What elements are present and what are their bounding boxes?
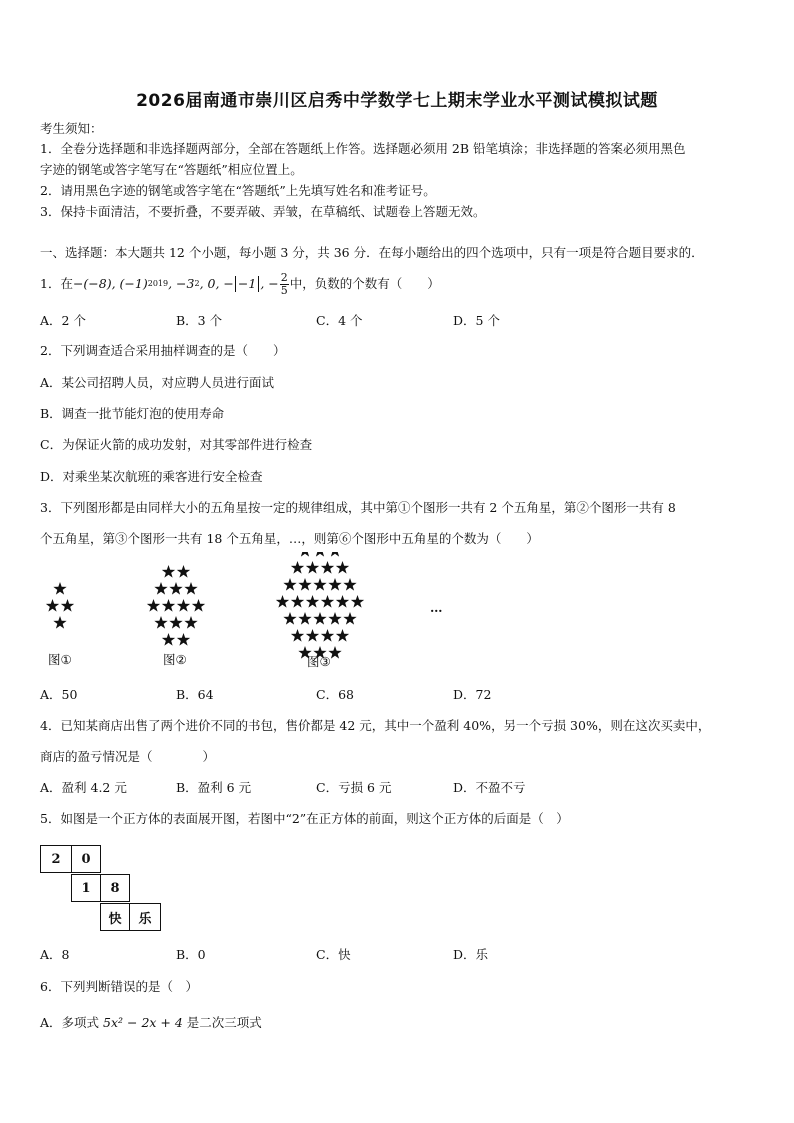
star-icon xyxy=(321,561,334,574)
cube-net-cell: 1 xyxy=(71,874,101,902)
section-heading: 一、选择题：本大题共 12 个小题，每小题 3 分，共 36 分．在每小题给出的四个选项中，只有一项是符合题目要求的． xyxy=(40,245,704,260)
q5-option-d: D．乐 xyxy=(453,947,489,962)
q6-option-a xyxy=(40,1015,262,1031)
cube-net-cell: 2 xyxy=(40,845,72,873)
q1-option-b: B．3 个 xyxy=(176,313,223,328)
q3-option-c: C．68 xyxy=(316,687,354,702)
star-icon xyxy=(328,578,341,591)
star-icon xyxy=(184,582,197,595)
star-icon xyxy=(336,629,349,642)
star-icon xyxy=(306,595,319,608)
notice-heading: 考生须知： xyxy=(40,121,103,136)
star-icon xyxy=(336,561,349,574)
star-pattern-figures xyxy=(30,552,470,672)
cube-net-diagram xyxy=(40,845,164,933)
q1-number: 1．在 xyxy=(40,276,73,291)
star-icon xyxy=(336,595,349,608)
q2-option-b: B．调查一批节能灯泡的使用寿命 xyxy=(40,406,225,421)
star-icon xyxy=(154,582,167,595)
star-icon xyxy=(162,565,175,578)
figure-ellipsis: … xyxy=(430,600,443,615)
question-2: 2．下列调查适合采用抽样调查的是（ ） xyxy=(40,343,286,358)
star-icon xyxy=(283,578,296,591)
notice-line-3: 2．请用黑色字迹的钢笔或答字笔在“答题纸”上先填写姓名和准考证号。 xyxy=(40,183,436,198)
star-icon xyxy=(276,595,289,608)
figure-1-label: 图① xyxy=(48,652,72,667)
star-icon xyxy=(53,616,66,629)
star-icon xyxy=(169,582,182,595)
q6-option-a-suffix: 是二次三项式 xyxy=(182,1015,262,1030)
notice-line-2: 字迹的钢笔或答字笔写在“答题纸”相应位置上。 xyxy=(40,162,303,177)
q4-option-a: A．盈利 4.2 元 xyxy=(40,780,127,795)
q2-option-d: D．对乘坐某次航班的乘客进行安全检查 xyxy=(40,469,263,484)
q2-option-a: A．某公司招聘人员，对应聘人员进行面试 xyxy=(40,375,275,390)
q1-option-c: C．4 个 xyxy=(316,313,363,328)
star-icon xyxy=(306,629,319,642)
star-icon xyxy=(61,599,74,612)
cube-net-cell: 快 xyxy=(100,903,130,931)
q4-option-c: C．亏损 6 元 xyxy=(316,780,392,795)
star-icon xyxy=(162,599,175,612)
question-3-line-2: 个五角星，第③个图形一共有 18 个五角星，…，则第⑥个图形中五角星的个数为（ ） xyxy=(40,531,539,546)
question-4-line-1: 4．已知某商店出售了两个进价不同的书包，售价都是 42 元，其中一个盈利 40%，另一个亏损 30%，则在这次买卖中， xyxy=(40,718,711,733)
question-1: 1．在 −(−8), (−1) 2019 , −3 2 , 0, − −1 , − $\frac{2}{5}$ 中，负数的个数有（ ） xyxy=(40,270,440,297)
q1-option-d: D．5 个 xyxy=(453,313,500,328)
q1-fraction xyxy=(280,272,289,297)
q5-option-a: A．8 xyxy=(40,947,70,962)
star-icon xyxy=(313,578,326,591)
figure-3-label: 图③ xyxy=(307,654,331,669)
figure-1-stars xyxy=(46,582,74,629)
cube-net-cell: 8 xyxy=(100,874,130,902)
notice-line-1: 1．全卷分选择题和非选择题两部分，全部在答题纸上作答。选择题必须用 2B 铅笔填涂；非选择题的答案必须用黑色 xyxy=(40,141,686,156)
star-icon xyxy=(343,578,356,591)
star-icon xyxy=(46,599,59,612)
star-icon xyxy=(321,629,334,642)
star-icon xyxy=(169,616,182,629)
star-icon xyxy=(192,599,205,612)
star-icon xyxy=(298,612,311,625)
q1-absolute-value: −1 xyxy=(235,276,259,292)
q1-fraction-denominator: 5 xyxy=(280,283,288,297)
question-5: 5．如图是一个正方体的表面展开图，若图中“2”在正方体的前面，则这个正方体的后面是（ ） xyxy=(40,811,569,826)
question-6: 6．下列判断错误的是（ ） xyxy=(40,979,198,994)
q1-option-a: A．2 个 xyxy=(40,313,86,328)
q1-fraction-numerator: 2 xyxy=(280,270,288,284)
star-icon xyxy=(351,595,364,608)
q1-expr-2: , −3 xyxy=(168,276,195,291)
cube-net-cell: 0 xyxy=(71,845,101,873)
star-icon xyxy=(291,629,304,642)
q4-option-b: B．盈利 6 元 xyxy=(176,780,252,795)
question-4-line-2: 商店的盈亏情况是（ ） xyxy=(40,749,216,764)
q3-option-a: A．50 xyxy=(40,687,78,702)
star-icon xyxy=(147,599,160,612)
star-icon xyxy=(328,552,341,557)
q6-option-a-prefix: A．多项式 xyxy=(40,1015,104,1030)
star-icon xyxy=(291,595,304,608)
star-icon xyxy=(177,599,190,612)
star-icon xyxy=(162,633,175,646)
star-icon xyxy=(313,552,326,557)
page-title: 2026届南通市崇川区启秀中学数学七上期末学业水平测试模拟试题 xyxy=(136,91,658,111)
q5-option-c: C．快 xyxy=(316,947,351,962)
star-icon xyxy=(283,612,296,625)
q3-option-d: D．72 xyxy=(453,687,492,702)
question-3-line-1: 3．下列图形都是由同样大小的五角星按一定的规律组成，其中第①个图形一共有 2 个五角星，第②个图形一共有 8 xyxy=(40,500,676,515)
notice-line-4: 3．保持卡面清洁，不要折叠，不要弄破、弄皱，在草稿纸、试题卷上答题无效。 xyxy=(40,204,486,219)
q4-option-d: D．不盈不亏 xyxy=(453,780,526,795)
star-icon xyxy=(177,633,190,646)
figure-3-stars xyxy=(276,552,364,659)
q2-option-c: C．为保证火箭的成功发射，对其零部件进行检查 xyxy=(40,437,313,452)
q1-tail: 中，负数的个数有（ ） xyxy=(289,276,440,291)
star-icon xyxy=(298,578,311,591)
q5-option-b: B．0 xyxy=(176,947,206,962)
figure-2-label: 图② xyxy=(163,652,187,667)
q3-option-b: B．64 xyxy=(176,687,214,702)
q1-expr-3: , 0, − xyxy=(199,276,234,291)
star-icon xyxy=(306,561,319,574)
figure-2-stars xyxy=(147,565,205,646)
star-icon xyxy=(343,612,356,625)
star-icon xyxy=(321,595,334,608)
star-icon xyxy=(177,565,190,578)
star-icon xyxy=(313,612,326,625)
q6-option-a-expression: 5x² − 2x + 4 xyxy=(103,1015,183,1030)
q1-expr-4: , − xyxy=(260,276,279,291)
star-icon xyxy=(291,561,304,574)
star-icon xyxy=(53,582,66,595)
star-icon xyxy=(298,552,311,557)
star-icon xyxy=(328,612,341,625)
star-icon xyxy=(184,616,197,629)
cube-net-cell: 乐 xyxy=(129,903,161,931)
star-icon xyxy=(154,616,167,629)
q1-expr-1: −(−8), (−1) xyxy=(72,276,148,291)
